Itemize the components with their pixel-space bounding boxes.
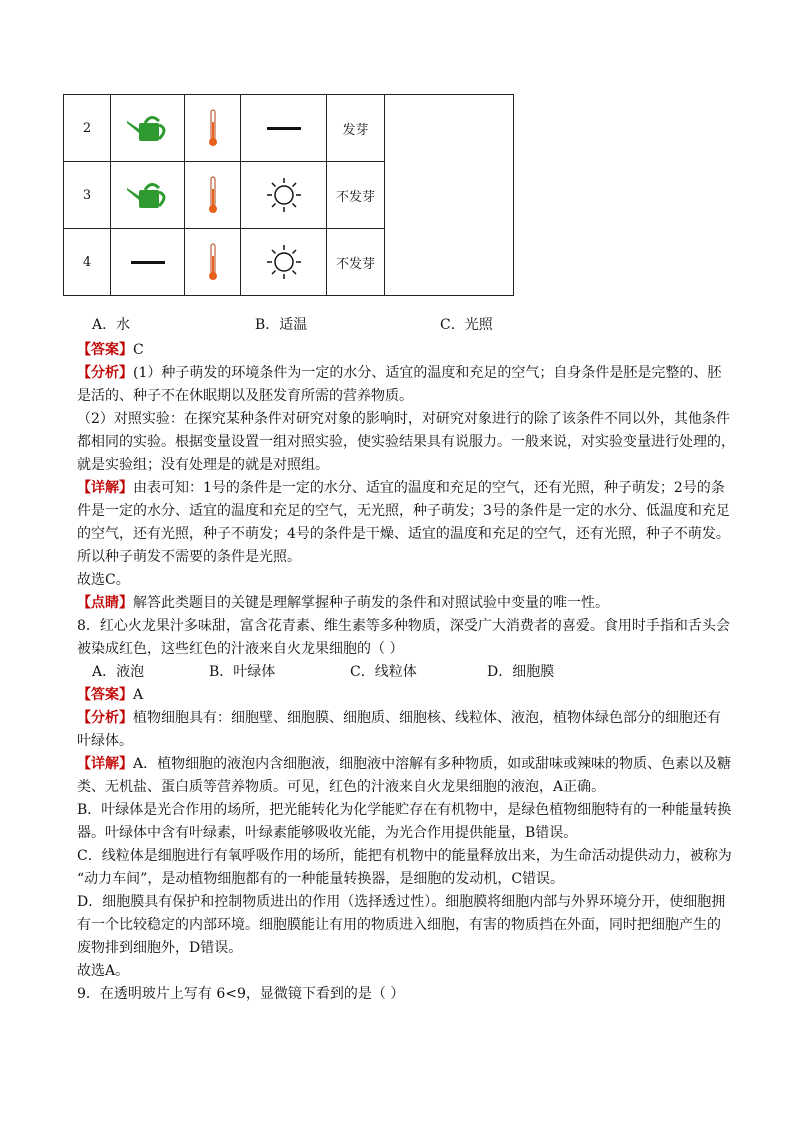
analysis-line: 叶绿体。 bbox=[77, 733, 133, 749]
table-row bbox=[64, 95, 514, 162]
analysis-line: （2）对照实验：在探究某种条件对研究对象的影响时，对研究对象进行的除了该条件不同以外，其他条件 bbox=[77, 411, 730, 427]
choose-line: 故选A。 bbox=[77, 963, 130, 979]
thermometer-icon bbox=[208, 108, 218, 148]
result-cell: 不发芽 bbox=[327, 162, 385, 229]
detail-line: 废物排到细胞外，D错误。 bbox=[77, 940, 243, 956]
row-number: 2 bbox=[64, 95, 111, 162]
q8-stem: 8．红心火龙果汁多味甜，富含花青素、维生素等多种物质，深受广大消费者的喜爱。食用时手指和舌头会 bbox=[77, 618, 730, 634]
q7-solution bbox=[77, 339, 735, 1006]
analysis-line: 都相同的实验。根据变量设置一组对照实验，使实验结果具有说服力。一般来说，对实验变量进行处理的， bbox=[77, 434, 735, 450]
analysis-line: 是活的、种子不在休眠期以及胚发育所需的营养物质。 bbox=[77, 388, 413, 404]
q9-stem: 9．在透明玻片上写有 6<9，显微镜下看到的是（ ） bbox=[77, 986, 405, 1002]
dash-icon bbox=[267, 127, 301, 130]
answer-value: C bbox=[133, 342, 144, 358]
choose-line: 故选C。 bbox=[77, 572, 130, 588]
detail-line: 类、无机盐、蛋白质等营养物质。可见，红色的汁液来自火龙果细胞的液泡，A正确。 bbox=[77, 779, 606, 795]
sun-icon bbox=[265, 176, 303, 214]
thermometer-icon bbox=[208, 242, 218, 282]
detail-line: D．细胞膜具有保护和控制物质进出的作用（选择透过性）。细胞膜将细胞内部与外界环境分开，使细胞拥 bbox=[77, 894, 726, 910]
analysis-line: (1）种子萌发的环境条件为一定的水分、适宜的温度和充足的空气；自身条件是胚是完整的、胚 bbox=[133, 365, 722, 381]
detail-line: C．线粒体是细胞进行有氧呼吸作用的场所，能把有机物中的能量释放出来，为生命活动提供动力，被称为 bbox=[77, 848, 732, 864]
detail-line: 所以种子萌发不需要的条件是光照。 bbox=[77, 549, 301, 565]
detail-line: 的空气，还有光照，种子不萌发；4号的条件是干燥、适宜的温度和充足的空气，还有光照，种子不萌发。 bbox=[77, 526, 730, 542]
dash-icon bbox=[131, 261, 165, 264]
detail-line: 有一个比较稳定的内部环境。细胞膜能让有用的物质进入细胞，有害的物质挡在外面，同时把细胞产生的 bbox=[77, 917, 721, 933]
detail-line: “动力车间”，是动植物细胞都有的一种能量转换器，是细胞的发动机，C错误。 bbox=[77, 871, 565, 887]
detail-line: B．叶绿体是光合作用的场所，把光能转化为化学能贮存在有机物中，是绿色植物细胞特有的一种能量转换 bbox=[77, 802, 732, 818]
analysis-line: 就是实验组；没有处理是的就是对照组。 bbox=[77, 457, 329, 473]
answer-tag: 【答案】 bbox=[77, 687, 133, 703]
row-number: 4 bbox=[64, 229, 111, 296]
result-cell: 不发芽 bbox=[327, 229, 385, 296]
option-c: C．光照 bbox=[440, 317, 493, 333]
sun-icon bbox=[265, 243, 303, 281]
detail-line: 器。叶绿体中含有叶绿素，叶绿素能够吸收光能，为光合作用提供能量，B错误。 bbox=[77, 825, 578, 841]
option-d: D．细胞膜 bbox=[487, 664, 555, 680]
watering-can-icon bbox=[125, 180, 171, 210]
analysis-tag: 【分析】 bbox=[77, 365, 133, 381]
thermometer-icon bbox=[208, 175, 218, 215]
answer-value: A bbox=[133, 687, 144, 703]
row-number: 3 bbox=[64, 162, 111, 229]
option-a: A．水 bbox=[92, 317, 131, 333]
option-c: C．线粒体 bbox=[350, 664, 417, 680]
tip-line: 解答此类题目的关键是理解掌握种子萌发的条件和对照试验中变量的唯一性。 bbox=[133, 595, 609, 611]
option-b: B．适温 bbox=[255, 317, 308, 333]
detail-line: 件是一定的水分、适宜的温度和充足的空气，无光照，种子萌发；3号的条件是一定的水分、低温度和充足 bbox=[77, 503, 730, 519]
result-cell: 发芽 bbox=[327, 95, 385, 162]
detail-tag: 【详解】 bbox=[77, 756, 133, 772]
watering-can-icon bbox=[125, 113, 171, 143]
answer-tag: 【答案】 bbox=[77, 342, 133, 358]
analysis-tag: 【分析】 bbox=[77, 710, 133, 726]
analysis-line: 植物细胞具有：细胞壁、细胞膜、细胞质、细胞核、线粒体、液泡，植物体绿色部分的细胞还有 bbox=[133, 710, 721, 726]
detail-line: 由表可知：1号的条件是一定的水分、适宜的温度和充足的空气，还有光照，种子萌发；2号的条 bbox=[133, 480, 725, 496]
detail-line: A．植物细胞的液泡内含细胞液，细胞液中溶解有多种物质，如或甜味或辣味的物质、色素以及糖 bbox=[133, 756, 732, 772]
option-a: A．液泡 bbox=[92, 664, 145, 680]
q7-options bbox=[92, 314, 742, 337]
detail-tag: 【详解】 bbox=[77, 480, 133, 496]
option-b: B．叶绿体 bbox=[209, 664, 276, 680]
q8-stem: 被染成红色，这些红色的汁液来自火龙果细胞的（ ） bbox=[77, 641, 404, 657]
tip-tag: 【点睛】 bbox=[77, 595, 133, 611]
seed-experiment-table bbox=[63, 94, 514, 296]
